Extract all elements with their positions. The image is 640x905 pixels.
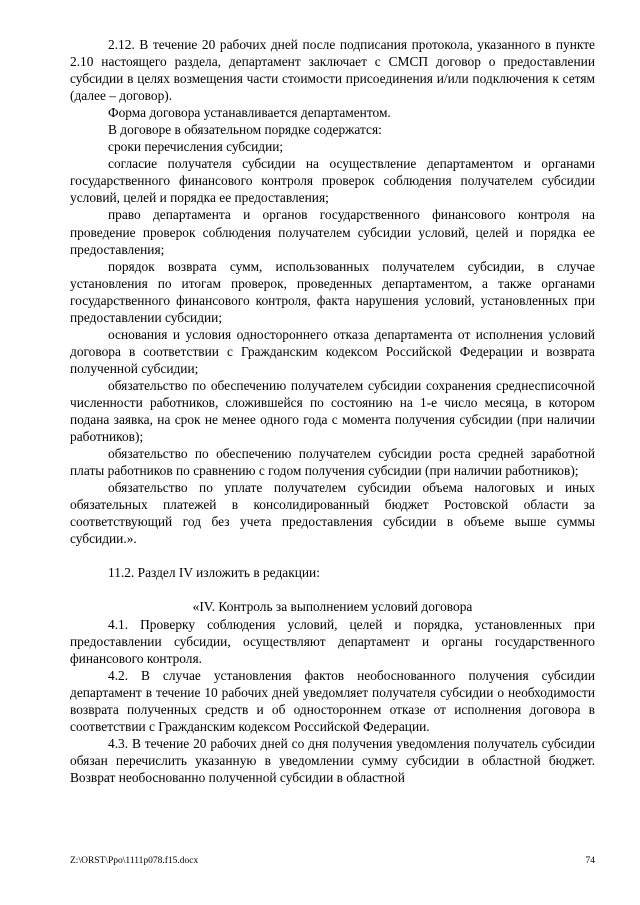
section-intro: 11.2. Раздел IV изложить в редакции:	[108, 565, 320, 581]
paragraph-contract-form: Форма договора устанавливается департаментом.	[108, 105, 391, 121]
list-item-tax-obligation: обязательство по уплате получателем субсидии объема налоговых и иных обязательных платежей в консолидированный бюджет Ростовской области за соответствующий год без учета предоставления субсидии в объеме выше суммы субсидии.».	[70, 480, 595, 547]
paragraph-4-3: 4.3. В течение 20 рабочих дней со дня получения уведомления получатель субсидии обязан перечислить указанную в уведомлении сумму субсидии в областной бюджет. Возврат необоснованно полученной субсидии в областной	[70, 735, 595, 785]
page-footer	[70, 856, 595, 866]
paragraph-4-2: 4.2. В случае установления фактов необоснованного получения субсидии департамент в течение 10 рабочих дней уведомляет получателя субсидии о необходимости возврата полученных средств и об одностороннем отказе от исполнения договора в соответствии с Гражданским кодексом Российской Федерации.	[70, 667, 595, 734]
list-item-refund-procedure: порядок возврата сумм, использованных получателем субсидии, в случае установления по итогам проверок, проведенных департаментом, а также органами государственного финансового контроля, факта нарушения условий, установленных при предоставлении субсидии;	[70, 258, 595, 325]
paragraph-2-12: 2.12. В течение 20 рабочих дней после подписания протокола, указанного в пункте 2.10 настоящего раздела, департамент заключает с СМСП договор о предоставлении субсидии в целях возмещения части стоимости присоединения и/или подключения к сетям (далее – договор).	[70, 37, 595, 104]
list-item-headcount-obligation: обязательство по обеспечению получателем субсидии сохранения среднесписочной численности работников, сложившейся по состоянию на 1-е число месяца, в котором подана заявка, на срок не менее одного года с момента получения субсидии (при наличии работников);	[70, 377, 595, 445]
paragraph-4-1: 4.1. Проверку соблюдения условий, целей и порядка, установленных при предоставлении субсидии, осуществляют департамент и органы государственного финансового контроля.	[70, 616, 595, 666]
list-item-audit-right: право департамента и органов государственного финансового контроля на проведение проверок соблюдения получателем субсидии условий, целей и порядка ее предоставления;	[70, 207, 595, 257]
footer-file-path: Z:\ORST\Ppo\1111p078.f15.docx	[70, 856, 199, 866]
list-item-salary-obligation: обязательство по обеспечению получателем субсидии роста средней заработной платы работников по сравнению с годом получения субсидии (при наличии работников);	[70, 446, 595, 479]
list-item-recipient-consent: согласие получателя субсидии на осуществление департаментом и органами государственного финансового контроля проверок соблюдения получателем субсидии условий, целей и порядка ее предоставления;	[70, 156, 595, 206]
section-heading: «IV. Контроль за выполнением условий договора	[192, 599, 473, 615]
list-item-transfer-terms: сроки перечисления субсидии;	[108, 139, 284, 155]
list-item-unilateral-refusal: основания и условия одностороннего отказа департамента от исполнения условий договора в соответствии с Гражданским кодексом Российской Федерации и возврата полученной субсидии;	[70, 326, 595, 376]
paragraph-contract-contents: В договоре в обязательном порядке содержатся:	[108, 122, 382, 138]
document-body	[70, 36, 595, 786]
footer-page-number: 74	[585, 856, 595, 866]
